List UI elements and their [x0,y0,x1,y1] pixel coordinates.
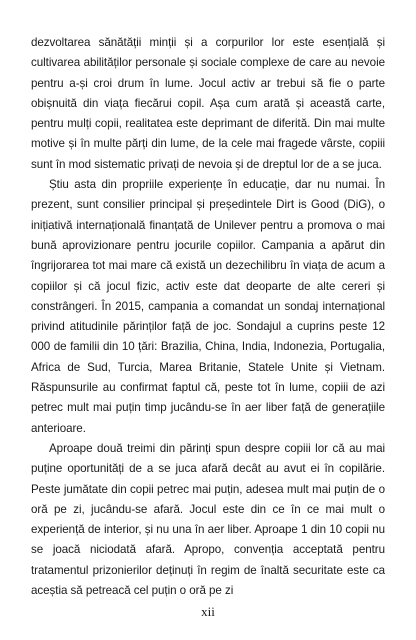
page-body [31,33,385,601]
paragraph-2: Știu asta din propriile experiențe în educație, dar nu numai. În prezent, sunt consilier principal și președintele Dirt is Good (DiG), o inițiativă internațională finanțată de Unilever pentru a promova o mai bună aprovizionare pentru jocurile copiilor. Campania a apărut din îngrijorarea tot mai mare că există un dezechilibru în viața de acum a copiilor și că jocul fizic, activ este dat deoparte de alte cereri și constrângeri. În 2015, campania a comandat un sondaj internațional privind atitudinile părinților față de joc. Sondajul a cuprins peste 12 000 de familii din 10 țări: Brazilia, China, India, Indonezia, Portugalia, Africa de Sud, Turcia, Marea Britanie, Statele Unite și Vietnam. Răspunsurile au confirmat faptul că, peste tot în lume, copiii de azi petrec mult mai puțin timp jucându-se în aer liber față de generațiile anterioare. [31,178,385,435]
page-number: xii [201,604,215,619]
paragraph-1: dezvoltarea sănătății minții și a corpurilor lor este esențială și cultivarea abilităților personale și sociale complexe de care au nevoie pentru a-și croi drum în lume. Jocul activ ar trebui să fie o parte obișnuită din viața fiecărui copil. Așa cum arată și această carte, pentru mulți copii, realitatea este deprimant de diferită. Din mai multe motive și în multe părți din lume, de la cele mai fragede vârste, copiii sunt în mod sistematic privați de nevoia și de dreptul lor de a se juca. [31,36,385,171]
paragraph-3: Aproape două treimi din părinți spun despre copiii lor că au mai puține oportunități de a se juca afară decât au avut ei în copilărie. Peste jumătate din copii petrec mai puțin, adesea mult mai puțin de o oră pe zi, jucându-se afară. Jocul este din ce în ce mai mult o experiență de interior, și nu una în aer liber. Aproape 1 din 10 copii nu se joacă niciodată afară. Apropo, convenția acceptată pentru tratamentul prizonierilor deținuți în regim de înaltă securitate este ca aceștia să petreacă cel puțin o oră pe zi [31,441,385,598]
